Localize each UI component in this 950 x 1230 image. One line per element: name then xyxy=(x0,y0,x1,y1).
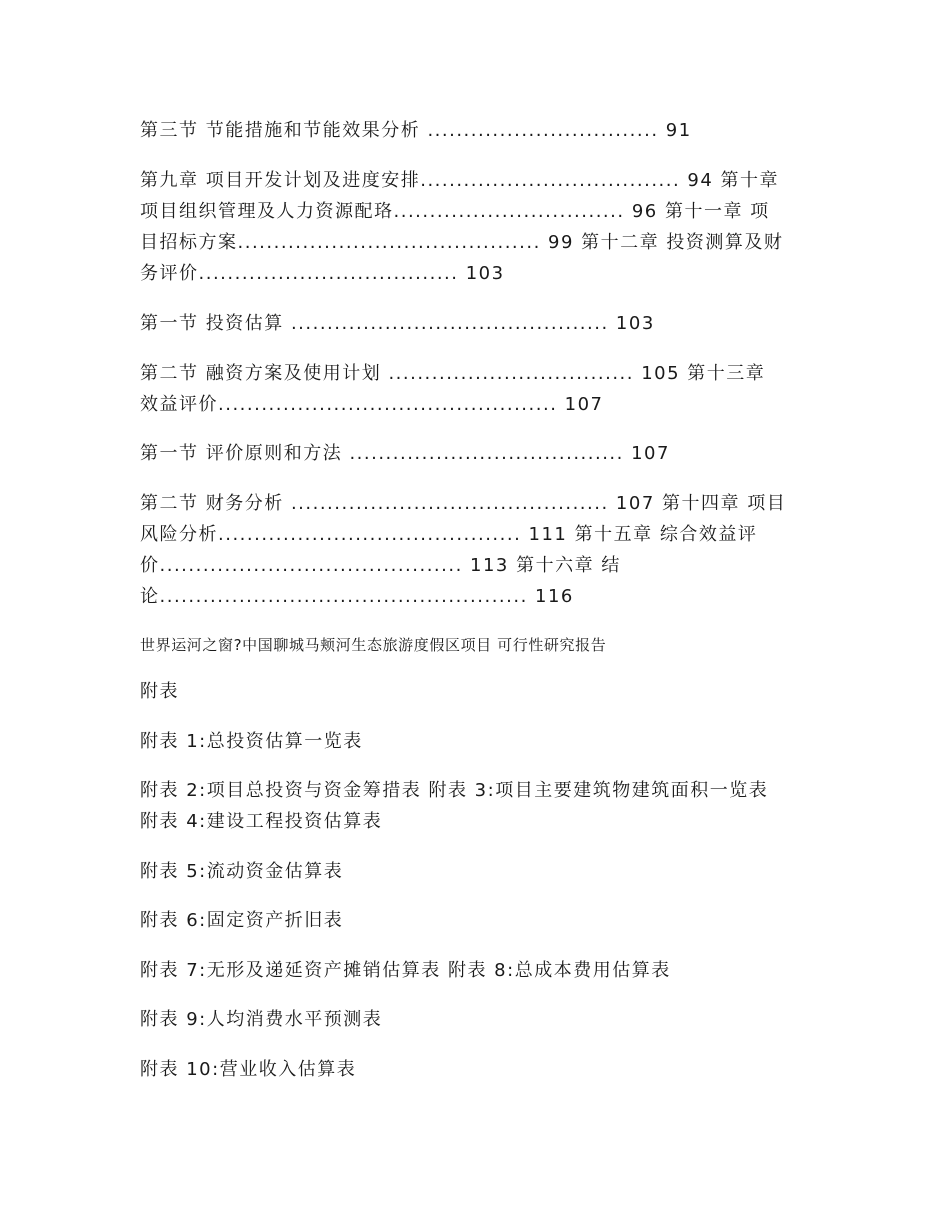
toc-line: 第三节 节能措施和节能效果分析 ................................ 91 xyxy=(140,120,692,141)
appendix-item: 附表 9:人均消费水平预测表 xyxy=(140,1009,383,1030)
toc-line: 第一节 评价原则和方法 ...................................... 107 xyxy=(140,443,670,464)
toc-line: 务评价.................................... 103 xyxy=(140,263,505,284)
toc-line: 第九章 项目开发计划及进度安排.................................... 94 第十章 xyxy=(140,170,780,191)
appendix-item: 附表 7:无形及递延资产摊销估算表 附表 8:总成本费用估算表 xyxy=(140,960,671,981)
appendix-item: 附表 4:建设工程投资估算表 xyxy=(140,811,383,832)
toc-line: 价.......................................... 113 第十六章 结 xyxy=(140,555,621,576)
toc-line: 论................................................... 116 xyxy=(140,586,574,607)
running-header: 世界运河之窗?中国聊城马颊河生态旅游度假区项目 可行性研究报告 xyxy=(140,636,607,654)
toc-line: 第二节 融资方案及使用计划 .................................. 105 第十三章 xyxy=(140,363,766,384)
appendix-title: 附表 xyxy=(140,681,179,702)
appendix-item: 附表 1:总投资估算一览表 xyxy=(140,731,363,752)
toc-line: 项目组织管理及人力资源配珞................................ 96 第十一章 项 xyxy=(140,201,770,222)
appendix-item: 附表 10:营业收入估算表 xyxy=(140,1059,357,1080)
toc-line: 效益评价............................................... 107 xyxy=(140,394,604,415)
appendix-item: 附表 2:项目总投资与资金筹措表 附表 3:项目主要建筑物建筑面积一览表 xyxy=(140,780,769,801)
toc-line: 目招标方案.......................................... 99 第十二章 投资测算及财 xyxy=(140,232,784,253)
toc-line: 第二节 财务分析 ............................................ 107 第十四章 项目 xyxy=(140,493,787,514)
appendix-item: 附表 5:流动资金估算表 xyxy=(140,861,344,882)
toc-line: 风险分析.......................................... 111 第十五章 综合效益评 xyxy=(140,524,758,545)
toc-line: 第一节 投资估算 ............................................ 103 xyxy=(140,313,655,334)
appendix-item: 附表 6:固定资产折旧表 xyxy=(140,910,344,931)
